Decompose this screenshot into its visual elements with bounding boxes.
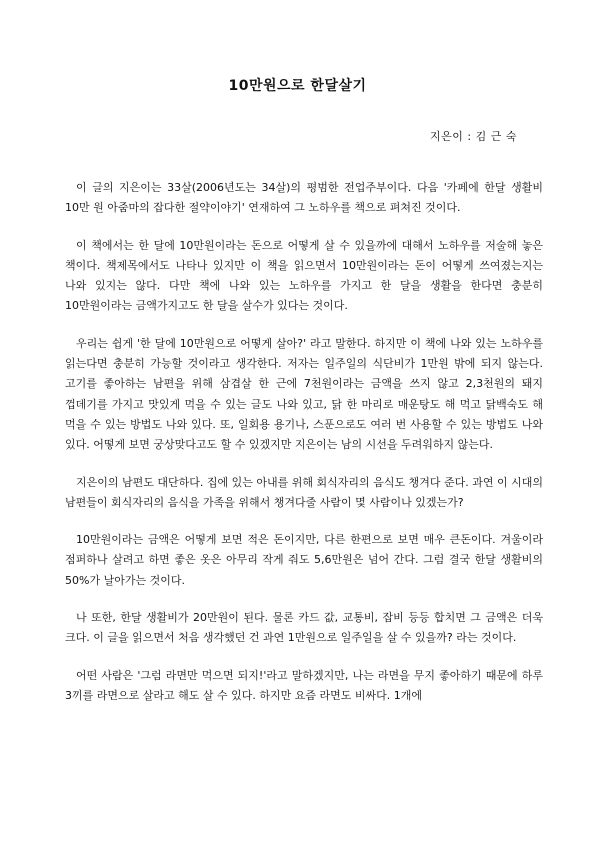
author-line: 지은이 : 김 근 숙 <box>430 130 517 143</box>
document-body <box>65 178 543 723</box>
paragraph: 이 글의 지은이는 33살(2006년도는 34살)의 평범한 전업주부이다. 다음 '카페에 한달 생활비 10만 원 아줌마의 잡다한 절약이야기' 연재하여 그 노하우를 책으로 펴쳐진 것이다. <box>65 181 543 215</box>
paragraph: 우리는 쉽게 '한 달에 10만원으로 어떻게 살아?' 라고 말한다. 하지만 이 책에 나와 있는 노하우를 읽는다면 충분히 가능할 것이라고 생각한다. 저자는 일주일의 식단비가 1만원 밖에 되지 않는다. 고기를 좋아하는 남편을 위해 삼겹살 한 근에 7천원이라는 금액을 쓰지 않고 2,3천원의 돼지 껍데기를 가지고 맛있게 먹을 수 있는 글도 나와 있고, 닭 한 마리로 매운탕도 해 먹고 닭백숙도 해 먹을 수 있는 방법도 나와 있다. 또, 일회용 용기나, 스푼으로도 여러 번 사용할 수 있는 방법도 나와 있다. 어떻게 보면 궁상맞다고도 할 수 있겠지만 지은이는 남의 시선을 두려워하지 않는다. <box>65 336 543 452</box>
paragraph: 나 또한, 한달 생활비가 20만원이 된다. 물론 카드 값, 교통비, 잡비 등등 합치면 그 금액은 더욱 크다. 이 글을 읽으면서 처음 생각했던 건 과연 1만원으로 일주일을 살 수 있을까? 라는 것이다. <box>65 611 543 645</box>
paragraph: 이 책에서는 한 달에 10만원이라는 돈으로 어떻게 살 수 있을까에 대해서 노하우를 저술해 놓은 책이다. 책제목에서도 나타나 있지만 이 책을 읽으면서 10만원이라는 돈이 어떻게 쓰여졌는지는 나와 있지는 않다. 다만 책에 나와 있는 노하우를 가지고 한 달을 생활을 한다면 충분히 10만원이라는 금액가지고도 한 달을 살수가 있다는 것이다. <box>65 238 543 313</box>
paragraph: 지은이의 남편도 대단하다. 집에 있는 아내를 위해 회식자리의 음식도 챙겨다 준다. 과연 이 시대의 남편들이 회식자리의 음식을 가족을 위해서 챙겨다줄 사람이 몇 사람이나 있겠는가? <box>65 475 543 509</box>
document-title: 10만원으로 한달살기 <box>228 78 367 94</box>
paragraph: 어떤 사람은 '그럼 라면만 먹으면 되지!'라고 말하겠지만, 나는 라면을 무지 좋아하기 때문에 하루 3끼를 라면으로 살라고 해도 살 수 있다. 하지만 요즘 라면도 비싸다. 1개에 <box>65 668 543 702</box>
paragraph: 10만원이라는 금액은 어떻게 보면 적은 돈이지만, 다른 한편으로 보면 매우 큰돈이다. 겨울이라 점퍼하나 살려고 하면 좋은 옷은 아무리 작게 줘도 5,6만원은 넘어 간다. 그럼 결국 한달 생활비의 50%가 날아가는 것이다. <box>65 533 543 587</box>
